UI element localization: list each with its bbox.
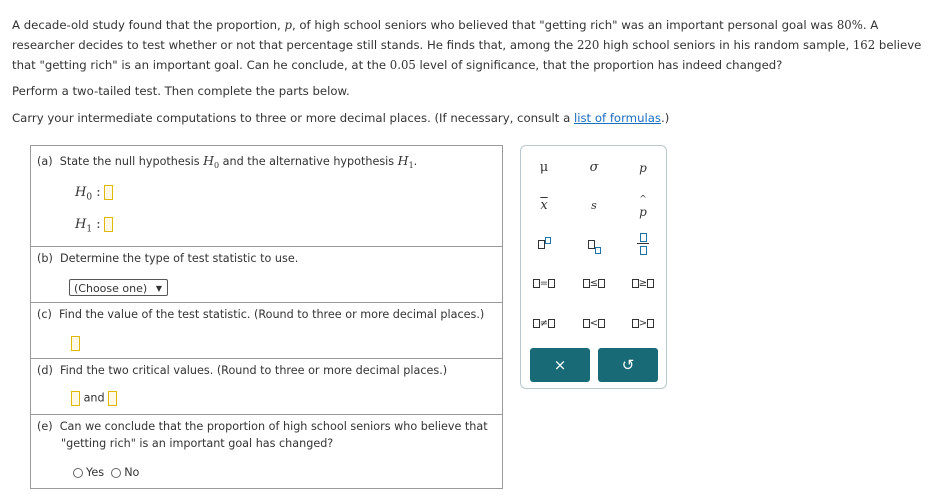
instruction-perform: Perform a two-tailed test. Then complete the parts below.: [12, 84, 350, 98]
square-icon: [640, 233, 647, 242]
test-statistic-input[interactable]: [71, 336, 80, 351]
less-equal-key[interactable]: ≤: [573, 274, 615, 294]
p-key[interactable]: p: [639, 161, 647, 175]
part-e-prompt: (e) Can we conclude that the proportion of high school seniors who believe that: [37, 420, 488, 433]
dropdown-arrow-icon: ▼: [155, 284, 162, 293]
part-d-prompt: (d) Find the two critical values. (Round to three or more decimal places.): [37, 364, 448, 377]
square-icon: [640, 246, 647, 255]
part-a-prompt: (a) State the null hypothesis $H_0$ and the alternative hypothesis $H_1$.: [37, 153, 418, 171]
subscript-key[interactable]: [573, 234, 615, 254]
critical-values-row: and: [71, 391, 117, 406]
s-key[interactable]: s: [591, 199, 597, 212]
close-icon: ×: [553, 356, 567, 374]
superscript-key[interactable]: [523, 234, 565, 254]
yes-option[interactable]: Yes: [73, 466, 104, 479]
critical-value-1-input[interactable]: [71, 391, 80, 406]
instruction-carry: Carry your intermediate computations to three or more decimal places. (If necessary, consult a list of formulas.): [12, 111, 670, 125]
alt-hypothesis-row: $H_1$ :: [75, 217, 113, 235]
undo-icon: ↺: [621, 356, 635, 374]
test-statistic-select[interactable]: (Choose one) ▼: [69, 279, 168, 296]
p-hat-key[interactable]: ^ p: [639, 195, 647, 219]
part-c-prompt: (c) Find the value of the test statistic. (Round to three or more decimal places.): [37, 308, 485, 321]
square-icon: [588, 240, 595, 249]
not-equal-key[interactable]: ≠: [523, 314, 565, 334]
formulas-link[interactable]: list of formulas: [573, 111, 661, 125]
part-b-section: [31, 246, 502, 303]
greater-than-key[interactable]: >: [622, 314, 664, 334]
radio-icon: [73, 468, 83, 478]
part-d-section: [31, 358, 502, 415]
successes-count: 162: [852, 38, 876, 52]
yes-no-choices: [73, 466, 139, 479]
part-c-section: [31, 302, 502, 359]
undo-button[interactable]: [598, 348, 658, 382]
less-than-key[interactable]: <: [573, 314, 615, 334]
clear-button[interactable]: [530, 348, 590, 382]
symbol-palette: [520, 145, 667, 389]
mu-key[interactable]: μ: [539, 160, 549, 175]
square-icon: [595, 247, 601, 254]
part-e-prompt-line2: "getting rich" is an important goal has changed?: [61, 437, 334, 450]
problem-statement: A decade-old study found that the proportion, p, of high school seniors who believed that "getting rich" was an important personal goal was 80%. A researcher decides to test whether or not that percentage still stands. He finds that, among the 220 high school seniors in his random sample, 162 believe that "getting rich" is an important goal. Can he conclude, at the 0.05 level of significance, that the proportion has indeed changed?: [12, 18, 922, 72]
significance-level: 0.05: [389, 58, 416, 72]
null-hypothesis-row: $H_0$ :: [75, 185, 113, 203]
percentage-value: 80%: [836, 18, 863, 32]
critical-value-2-input[interactable]: [108, 391, 117, 406]
equals-key[interactable]: =: [523, 274, 565, 294]
no-option[interactable]: No: [111, 466, 139, 479]
square-icon: [545, 237, 551, 244]
fraction-key[interactable]: [622, 232, 664, 252]
answer-panel: [30, 145, 503, 489]
x-bar-key[interactable]: $\overline{x}$: [540, 198, 548, 213]
part-e-section: [31, 414, 502, 489]
alt-hypothesis-input[interactable]: [104, 217, 113, 232]
part-b-prompt: (b) Determine the type of test statistic to use.: [37, 252, 299, 265]
radio-icon: [111, 468, 121, 478]
square-icon: [538, 240, 545, 249]
greater-equal-key[interactable]: ≥: [622, 274, 664, 294]
sigma-key[interactable]: σ: [589, 160, 599, 175]
null-hypothesis-input[interactable]: [104, 185, 113, 200]
sample-size: 220: [576, 38, 600, 52]
